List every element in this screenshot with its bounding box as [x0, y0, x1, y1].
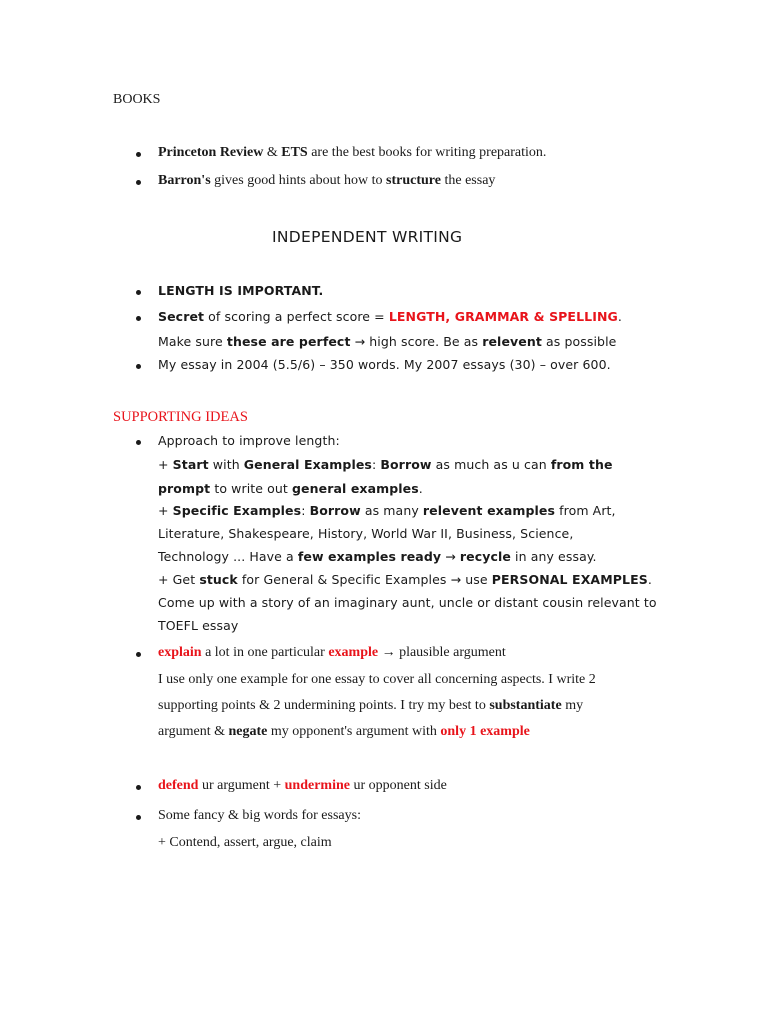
bullet-icon: [136, 785, 141, 790]
independent-item-3: My essay in 2004 (5.5/6) – 350 words. My 2007 essays (30) – over 600.: [158, 357, 611, 372]
bullet-icon: [136, 652, 141, 657]
independent-item-2: Secret of scoring a perfect score = LENGTH, GRAMMAR & SPELLING.: [158, 309, 622, 324]
book-ets: ETS: [281, 145, 308, 160]
book-barrons: Barron's: [158, 173, 211, 188]
bullet-icon: [136, 440, 141, 445]
approach-line-7: Come up with a story of an imaginary aunt, uncle or distant cousin relevant to: [158, 595, 657, 610]
books-heading: BOOKS: [113, 92, 161, 107]
arrow-icon: →: [378, 645, 400, 660]
approach-line-3: + Specific Examples: Borrow as many relevent examples from Art,: [158, 503, 616, 518]
supporting-heading: SUPPORTING IDEAS: [113, 409, 248, 425]
approach-line-5: Technology ... Have a few examples ready → recycle in any essay.: [158, 549, 597, 564]
explain-line: explain a lot in one particular example → plausible argument: [158, 645, 506, 660]
paragraph-line-3: argument & negate my opponent's argument with only 1 example: [158, 724, 530, 739]
approach-line: Approach to improve length:: [158, 433, 340, 448]
bullet-icon: [136, 364, 141, 369]
approach-line-4: Literature, Shakespeare, History, World War II, Business, Science,: [158, 526, 574, 541]
defend-line: defend ur argument + undermine ur opponent side: [158, 778, 447, 793]
bullet-icon: [136, 290, 141, 295]
arrow-icon: →: [350, 334, 370, 349]
section-title-independent: INDEPENDENT WRITING: [272, 228, 463, 246]
approach-line-1: + Start with General Examples: Borrow as much as u can from the: [158, 457, 613, 472]
word-list: + Contend, assert, argue, claim: [158, 835, 332, 850]
fancy-words-line: Some fancy & big words for essays:: [158, 808, 361, 823]
bullet-icon: [136, 152, 141, 157]
book-princeton: Princeton Review: [158, 145, 264, 160]
bullet-icon: [136, 815, 141, 820]
paragraph-line-2: supporting points & 2 undermining points. I try my best to substantiate my: [158, 698, 584, 713]
highlight-length-grammar: LENGTH, GRAMMAR & SPELLING: [388, 309, 618, 324]
books-item-2: Barron's gives good hints about how to structure the essay: [158, 173, 496, 188]
books-item-1: Princeton Review & ETS are the best books for writing preparation.: [158, 145, 547, 160]
independent-item-1: LENGTH IS IMPORTANT.: [158, 283, 324, 298]
independent-item-2-cont: Make sure these are perfect → high score. Be as relevent as possible: [158, 334, 617, 349]
bullet-icon: [136, 180, 141, 185]
arrow-icon: →: [441, 549, 460, 564]
approach-line-2: prompt to write out general examples.: [158, 481, 423, 496]
approach-line-6: + Get stuck for General & Specific Examples → use PERSONAL EXAMPLES.: [158, 572, 652, 587]
approach-line-8: TOEFL essay: [158, 618, 239, 633]
bullet-icon: [136, 316, 141, 321]
paragraph-line-1: I use only one example for one essay to cover all concerning aspects. I write 2: [158, 672, 596, 687]
